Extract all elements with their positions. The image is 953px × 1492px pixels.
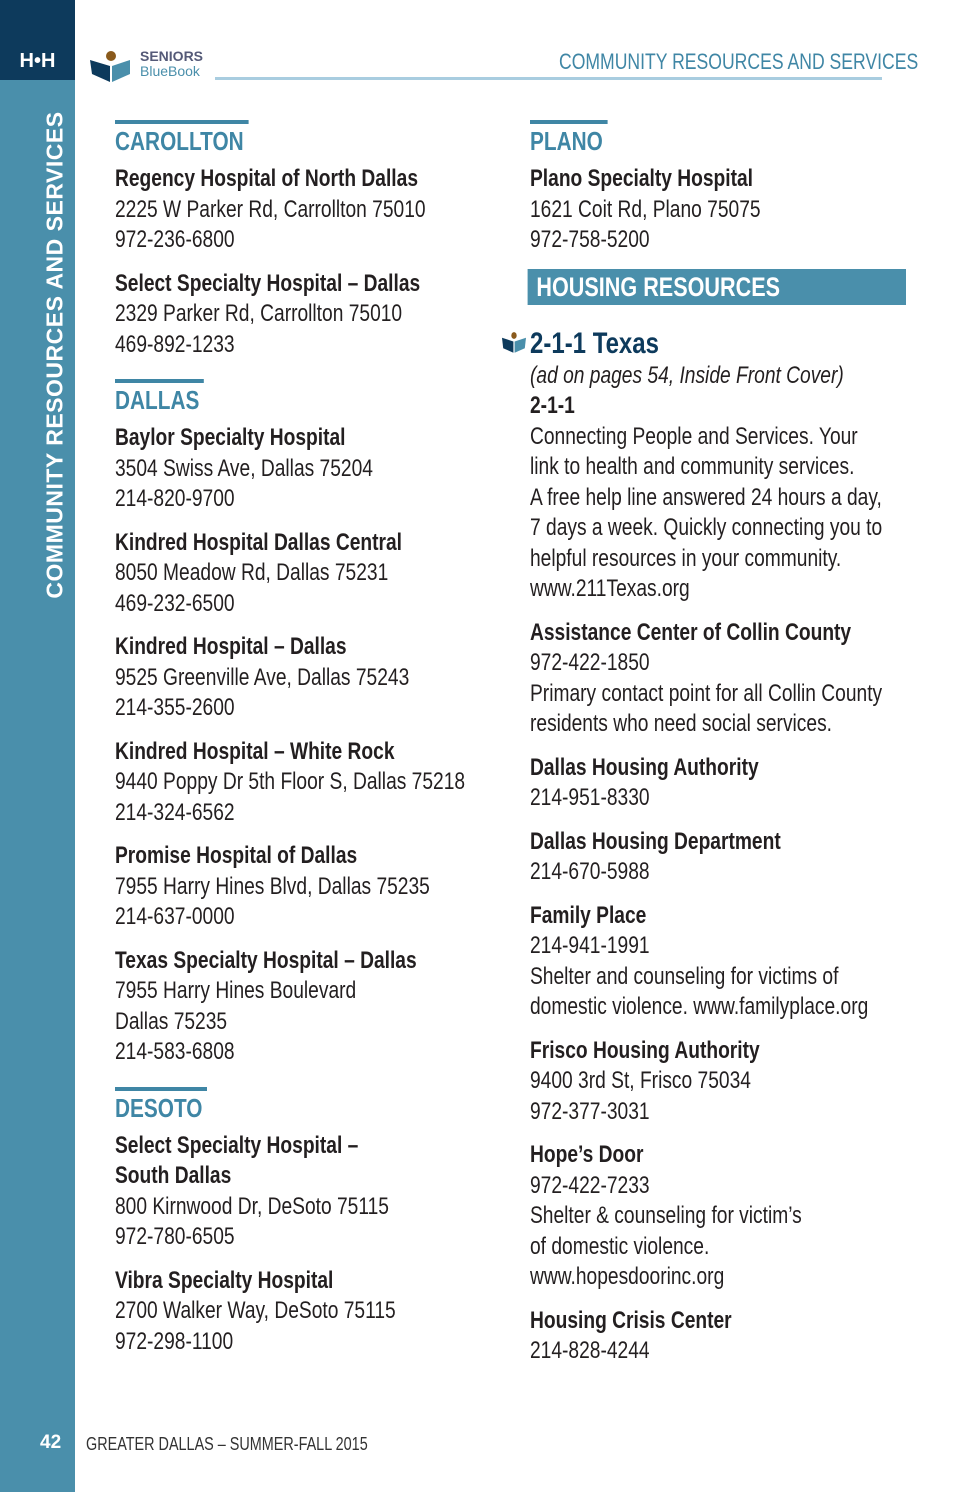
listing <box>115 737 483 829</box>
book-logo-icon <box>502 331 526 355</box>
listing <box>115 528 483 620</box>
listing-line: 2225 W Parker Rd, Carrollton 75010 <box>115 195 426 223</box>
listing-line: domestic violence. www.familyplace.org <box>530 993 869 1020</box>
listing <box>115 1266 483 1358</box>
right-column <box>530 120 898 1380</box>
listing-name: Vibra Specialty Hospital <box>115 1266 334 1294</box>
listing-name: Plano Specialty Hospital <box>530 165 753 192</box>
listing-line: 214-637-0000 <box>115 903 235 930</box>
vertical-section-title: COMMUNITY RESOURCES AND SERVICES <box>41 111 68 599</box>
listing-line: Primary contact point for all Collin County <box>530 679 883 707</box>
footer-text: GREATER DALLAS – SUMMER-FALL 2015 <box>86 1434 368 1454</box>
listing-line: 9400 3rd St, Frisco 75034 <box>530 1067 751 1094</box>
listing <box>115 632 483 724</box>
listing-line: Shelter and counseling for victims of <box>530 962 839 990</box>
section-tab: H•H <box>0 0 75 80</box>
listing <box>530 901 898 1023</box>
listing-name: Housing Crisis Center <box>530 1306 732 1334</box>
listing <box>530 1036 898 1128</box>
listing-name: Select Specialty Hospital – South Dallas <box>115 1131 359 1189</box>
listing <box>115 269 483 361</box>
featured-name: 2-1-1 Texas <box>530 326 659 360</box>
listing-line: 2700 Walker Way, DeSoto 75115 <box>115 1297 396 1324</box>
page-number: 42 <box>40 1432 62 1453</box>
listing-name: Family Place <box>530 901 647 929</box>
listing-line: 972-758-5200 <box>530 226 650 253</box>
listing <box>530 827 898 888</box>
listing-line: 214-670-5988 <box>530 858 650 885</box>
listing-name: Kindred Hospital Dallas Central <box>115 528 402 556</box>
section-heading: DESOTO <box>115 1087 207 1125</box>
listing-name: Kindred Hospital – Dallas <box>115 633 347 660</box>
featured-line: www.211Texas.org <box>530 575 690 602</box>
section-heading: DALLAS <box>115 379 204 417</box>
listing <box>530 618 898 740</box>
listing <box>530 164 898 256</box>
featured-line: 7 days a week. Quickly connecting you to <box>530 514 883 541</box>
listing-line: 8050 Meadow Rd, Dallas 75231 <box>115 559 389 586</box>
header-rule <box>215 77 882 80</box>
listing-line: www.hopesdoorinc.org <box>530 1263 725 1290</box>
listing <box>115 423 483 515</box>
listing-line: 2329 Parker Rd, Carrollton 75010 <box>115 300 403 327</box>
listing-line: 214-941-1991 <box>530 932 650 959</box>
featured-line: Connecting People and Services. Your <box>530 422 858 450</box>
listing-line: 800 Kirnwood Dr, DeSoto 75115 <box>115 1192 389 1220</box>
listing-line: 469-232-6500 <box>115 589 235 617</box>
listing-line: 214-324-6562 <box>115 798 235 826</box>
listing <box>530 1140 898 1293</box>
listing-name: Dallas Housing Authority <box>530 753 759 781</box>
listing <box>530 1306 898 1367</box>
featured-line: A free help line answered 24 hours a day, <box>530 483 882 511</box>
listing-line: 972-236-6800 <box>115 226 235 253</box>
listing-line: 469-892-1233 <box>115 330 235 358</box>
listing-line: residents who need social services. <box>530 710 833 737</box>
listing-line: 3504 Swiss Ave, Dallas 75204 <box>115 454 373 482</box>
listing-line: 9525 Greenville Ave, Dallas 75243 <box>115 663 410 691</box>
listing-line: 972-377-3031 <box>530 1097 650 1125</box>
listing-line: 972-422-7233 <box>530 1171 650 1199</box>
listing-line: 1621 Coit Rd, Plano 75075 <box>530 195 761 223</box>
listing-name: Assistance Center of Collin County <box>530 618 852 646</box>
listing-name: Select Specialty Hospital – Dallas <box>115 269 421 297</box>
listing-line: Dallas 75235 <box>115 1007 228 1035</box>
featured-note: (ad on pages 54, Inside Front Cover) <box>530 361 844 389</box>
listing-name: Baylor Specialty Hospital <box>115 424 346 451</box>
listing <box>530 753 898 814</box>
listing-line: 972-298-1100 <box>115 1327 234 1355</box>
running-header: COMMUNITY RESOURCES AND SERVICES <box>559 49 919 74</box>
listing-line: 972-422-1850 <box>530 649 650 676</box>
housing-resources-banner: HOUSING RESOURCES <box>528 269 906 305</box>
listing-line: 9440 Poppy Dr 5th Floor S, Dallas 75218 <box>115 768 466 795</box>
listing <box>115 841 483 933</box>
listing-line: 972-780-6505 <box>115 1223 235 1250</box>
listing-name: Kindred Hospital – White Rock <box>115 737 395 765</box>
section-heading: PLANO <box>530 120 608 158</box>
listing <box>115 164 483 256</box>
listing-line: Shelter & counseling for victim’s <box>530 1202 802 1229</box>
featured-listing <box>530 327 898 605</box>
listing-line: 214-951-8330 <box>530 784 650 811</box>
section-heading: CAROLLTON <box>115 120 248 158</box>
featured-line: helpful resources in your community. <box>530 544 842 572</box>
listing-line: 214-828-4244 <box>530 1337 650 1364</box>
listing <box>115 1131 483 1253</box>
listing-name: Promise Hospital of Dallas <box>115 842 358 869</box>
listing-name: Frisco Housing Authority <box>530 1036 760 1064</box>
listing-line: 214-820-9700 <box>115 485 235 512</box>
listing <box>115 946 483 1068</box>
listing-name: Texas Specialty Hospital – Dallas <box>115 946 417 974</box>
listing-line: 214-583-6808 <box>115 1038 235 1065</box>
listing-line: 7955 Harry Hines Blvd, Dallas 75235 <box>115 872 430 900</box>
left-column <box>115 120 483 1370</box>
listing-name: Regency Hospital of North Dallas <box>115 165 418 192</box>
listing-line: 7955 Harry Hines Boulevard <box>115 977 357 1004</box>
listing-line: 214-355-2600 <box>115 694 235 721</box>
logo: SENIORS BlueBook <box>140 48 204 79</box>
listing-line: of domestic violence. <box>530 1232 710 1260</box>
featured-line: link to health and community services. <box>530 453 855 480</box>
featured-phone: 2-1-1 <box>530 392 575 419</box>
listing-name: Dallas Housing Department <box>530 827 781 855</box>
listing-name: Hope’s Door <box>530 1141 644 1168</box>
